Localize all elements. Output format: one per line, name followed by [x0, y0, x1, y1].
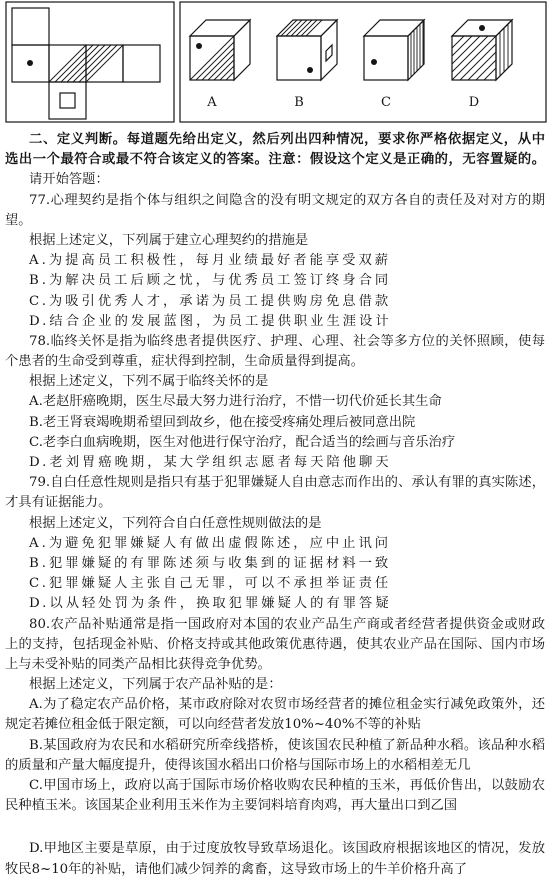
dot-mark: [27, 60, 33, 66]
option-cube-b: [277, 20, 337, 80]
option-cube-d: [452, 20, 512, 80]
inner-square-mark: [60, 93, 75, 108]
section-heading-line: 选出一个最符合或最不符合该定义的答案。注意：假设这个定义是正确的，无容置疑的。: [5, 152, 545, 168]
question-78-definition-line: 个患者的生命受到尊重，症状得到控制，生命质量得到提高。: [5, 354, 365, 370]
question-80-option-a: [5, 695, 545, 735]
question-77-option-a: A.为提高员工积极性，每月业绩最好者能享受双薪: [29, 253, 392, 269]
question-80-definition-line: 上的支持，包括现金补贴、价格支持或其他政策优惠待遇，使其农业产品在国际、国内市场: [5, 636, 545, 652]
question-78-option-c: C.老李白血病晚期，医生对他进行保守治疗，配合适当的绘画与音乐治疗: [29, 434, 456, 450]
hatch-lines: [281, 20, 322, 36]
dot-mark: [196, 43, 202, 49]
question-77-definition-line: 望。: [5, 212, 32, 228]
net-face-blank-top: [12, 8, 49, 45]
cube-net: [12, 8, 160, 119]
section-heading-line: 二、定义判断。每道题先给出定义，然后列出四种情况，要求你严格依据定义，从中: [29, 132, 545, 147]
question-77-option-d: D.结合企业的发展蓝图，为员工提供职业生涯设计: [29, 313, 392, 329]
option-cube-c: [364, 20, 424, 80]
question-79-option-a: A.为避免犯罪嫌疑人有做出虚假陈述，应中止讯问: [29, 535, 392, 551]
exam-text: [5, 130, 545, 880]
question-78-prompt: 根据上述定义，下列不属于临终关怀的是: [29, 374, 269, 390]
question-80-option-d: [5, 839, 545, 879]
question-80: [5, 615, 545, 880]
question-77-option-b: B.为解决员工后顾之忧，与优秀员工签订终身合同: [29, 273, 392, 289]
question-79-definition-line: 才具有证据能力。: [5, 495, 112, 511]
question-78-option-a: A.老赵肝癌晚期，医生尽最大努力进行治疗，不惜一切代价延长其生命: [29, 394, 442, 410]
hatch-lines: [86, 45, 123, 82]
dot-mark: [371, 59, 377, 65]
net-face-blank-right: [123, 45, 160, 82]
question-77-prompt: 根据上述定义，下列属于建立心理契约的措施是: [29, 232, 309, 248]
question-79: [5, 473, 545, 614]
question-80-option-c: [5, 776, 545, 816]
option-line: B.某国政府为农民和水稻研究所牵线搭桥，使该国农民种植了新品种水稻。该品种水稻: [29, 737, 545, 753]
option-label-d: D: [468, 95, 480, 110]
question-79-definition-line: 79.自白任意性规则是指只有基于犯罪嫌疑人自由意志而作出的、承认有罪的真实陈述，: [29, 475, 545, 491]
option-line: 牧民8~10年的补贴，请他们减少饲养的禽畜，这导致市场上的牛羊价格升高了: [5, 861, 468, 877]
dot-mark: [307, 67, 313, 73]
option-line: A.为了稳定农产品价格，某市政府除对农贸市场经营者的摊位租金实行减免政策外，还: [29, 697, 545, 713]
hatch-lines: [190, 36, 234, 80]
question-77: [5, 191, 545, 332]
hatch-lines: [411, 21, 423, 77]
question-78-option-b: B.老王肾衰竭晚期希望回到故乡，他在接受疼痛处理后被同意出院: [29, 414, 416, 430]
net-face-inner-square: [49, 82, 86, 119]
instruction-text: 请开始答题：: [29, 172, 109, 188]
dot-mark: [479, 25, 485, 31]
option-line: 的质量和产量大幅度提升，使得该国水稻出口价格与国际市场上的水稻相差无几: [5, 757, 471, 773]
option-cube-a: [190, 20, 250, 80]
option-line: 民种植玉米。该国某企业利用玉米作为主要饲料培育肉鸡，再大量出口到乙国: [5, 798, 458, 814]
question-79-option-c: C.犯罪嫌疑人主张自己无罪，可以不承担举证责任: [29, 576, 392, 592]
small-rectangle-mark: [326, 45, 332, 61]
option-line: C.甲国市场上，政府以高于国际市场价格收购农民种植的玉米，再低价售出，以鼓励农: [29, 778, 545, 793]
question-80-definition-line: 80.农产品补贴通常是指一国政府对本国的农业产品生产商或者经营者提供资金或财政: [29, 616, 545, 632]
question-80-prompt: 根据上述定义，下列属于农产品补贴的是：: [29, 677, 282, 693]
question-77-definition-line: 77.心理契约是指个体与组织之间隐含的没有明文规定的双方各自的责任及对对方的期: [29, 192, 545, 208]
cube-figure: [0, 0, 550, 126]
question-80-option-b: [5, 736, 545, 776]
hatch-lines: [452, 24, 508, 80]
question-79-prompt: 根据上述定义，下列符合自白任意性规则做法的是: [29, 515, 322, 531]
section-heading: [5, 130, 545, 170]
question-79-option-b: B.犯罪嫌疑的有罪陈述须与收集到的证据材料一致: [29, 555, 392, 571]
question-79-option-d: D.以从轻处罚为条件，换取犯罪嫌疑人的有罪答疑: [29, 596, 392, 612]
option-label-a: A: [207, 95, 217, 110]
option-line: 规定若摊位租金低于限定额，可以向经营者发放10%~40%不等的补贴: [5, 717, 421, 733]
option-label-c: C: [381, 95, 391, 110]
hatch-lines: [49, 45, 86, 82]
option-line: D.甲地区主要是草原，由于过度放牧导致草场退化。该国政府根据该地区的情况，发放: [29, 841, 545, 857]
question-80-definition-line: 上与未受补贴的同类产品相比获得竞争优势。: [5, 656, 271, 672]
question-78-definition-line: 78.临终关怀是指为临终患者提供医疗、护理、心理、社会等多方位的关怀照顾，使每: [29, 333, 545, 349]
question-78: [5, 332, 545, 473]
question-78-option-d: D.老刘胃癌晚期，某大学组织志愿者每天陪他聊天: [29, 455, 392, 470]
option-label-b: B: [294, 95, 304, 110]
question-77-option-c: C.为吸引优秀人才，承诺为员工提供购房免息借款: [29, 293, 392, 309]
